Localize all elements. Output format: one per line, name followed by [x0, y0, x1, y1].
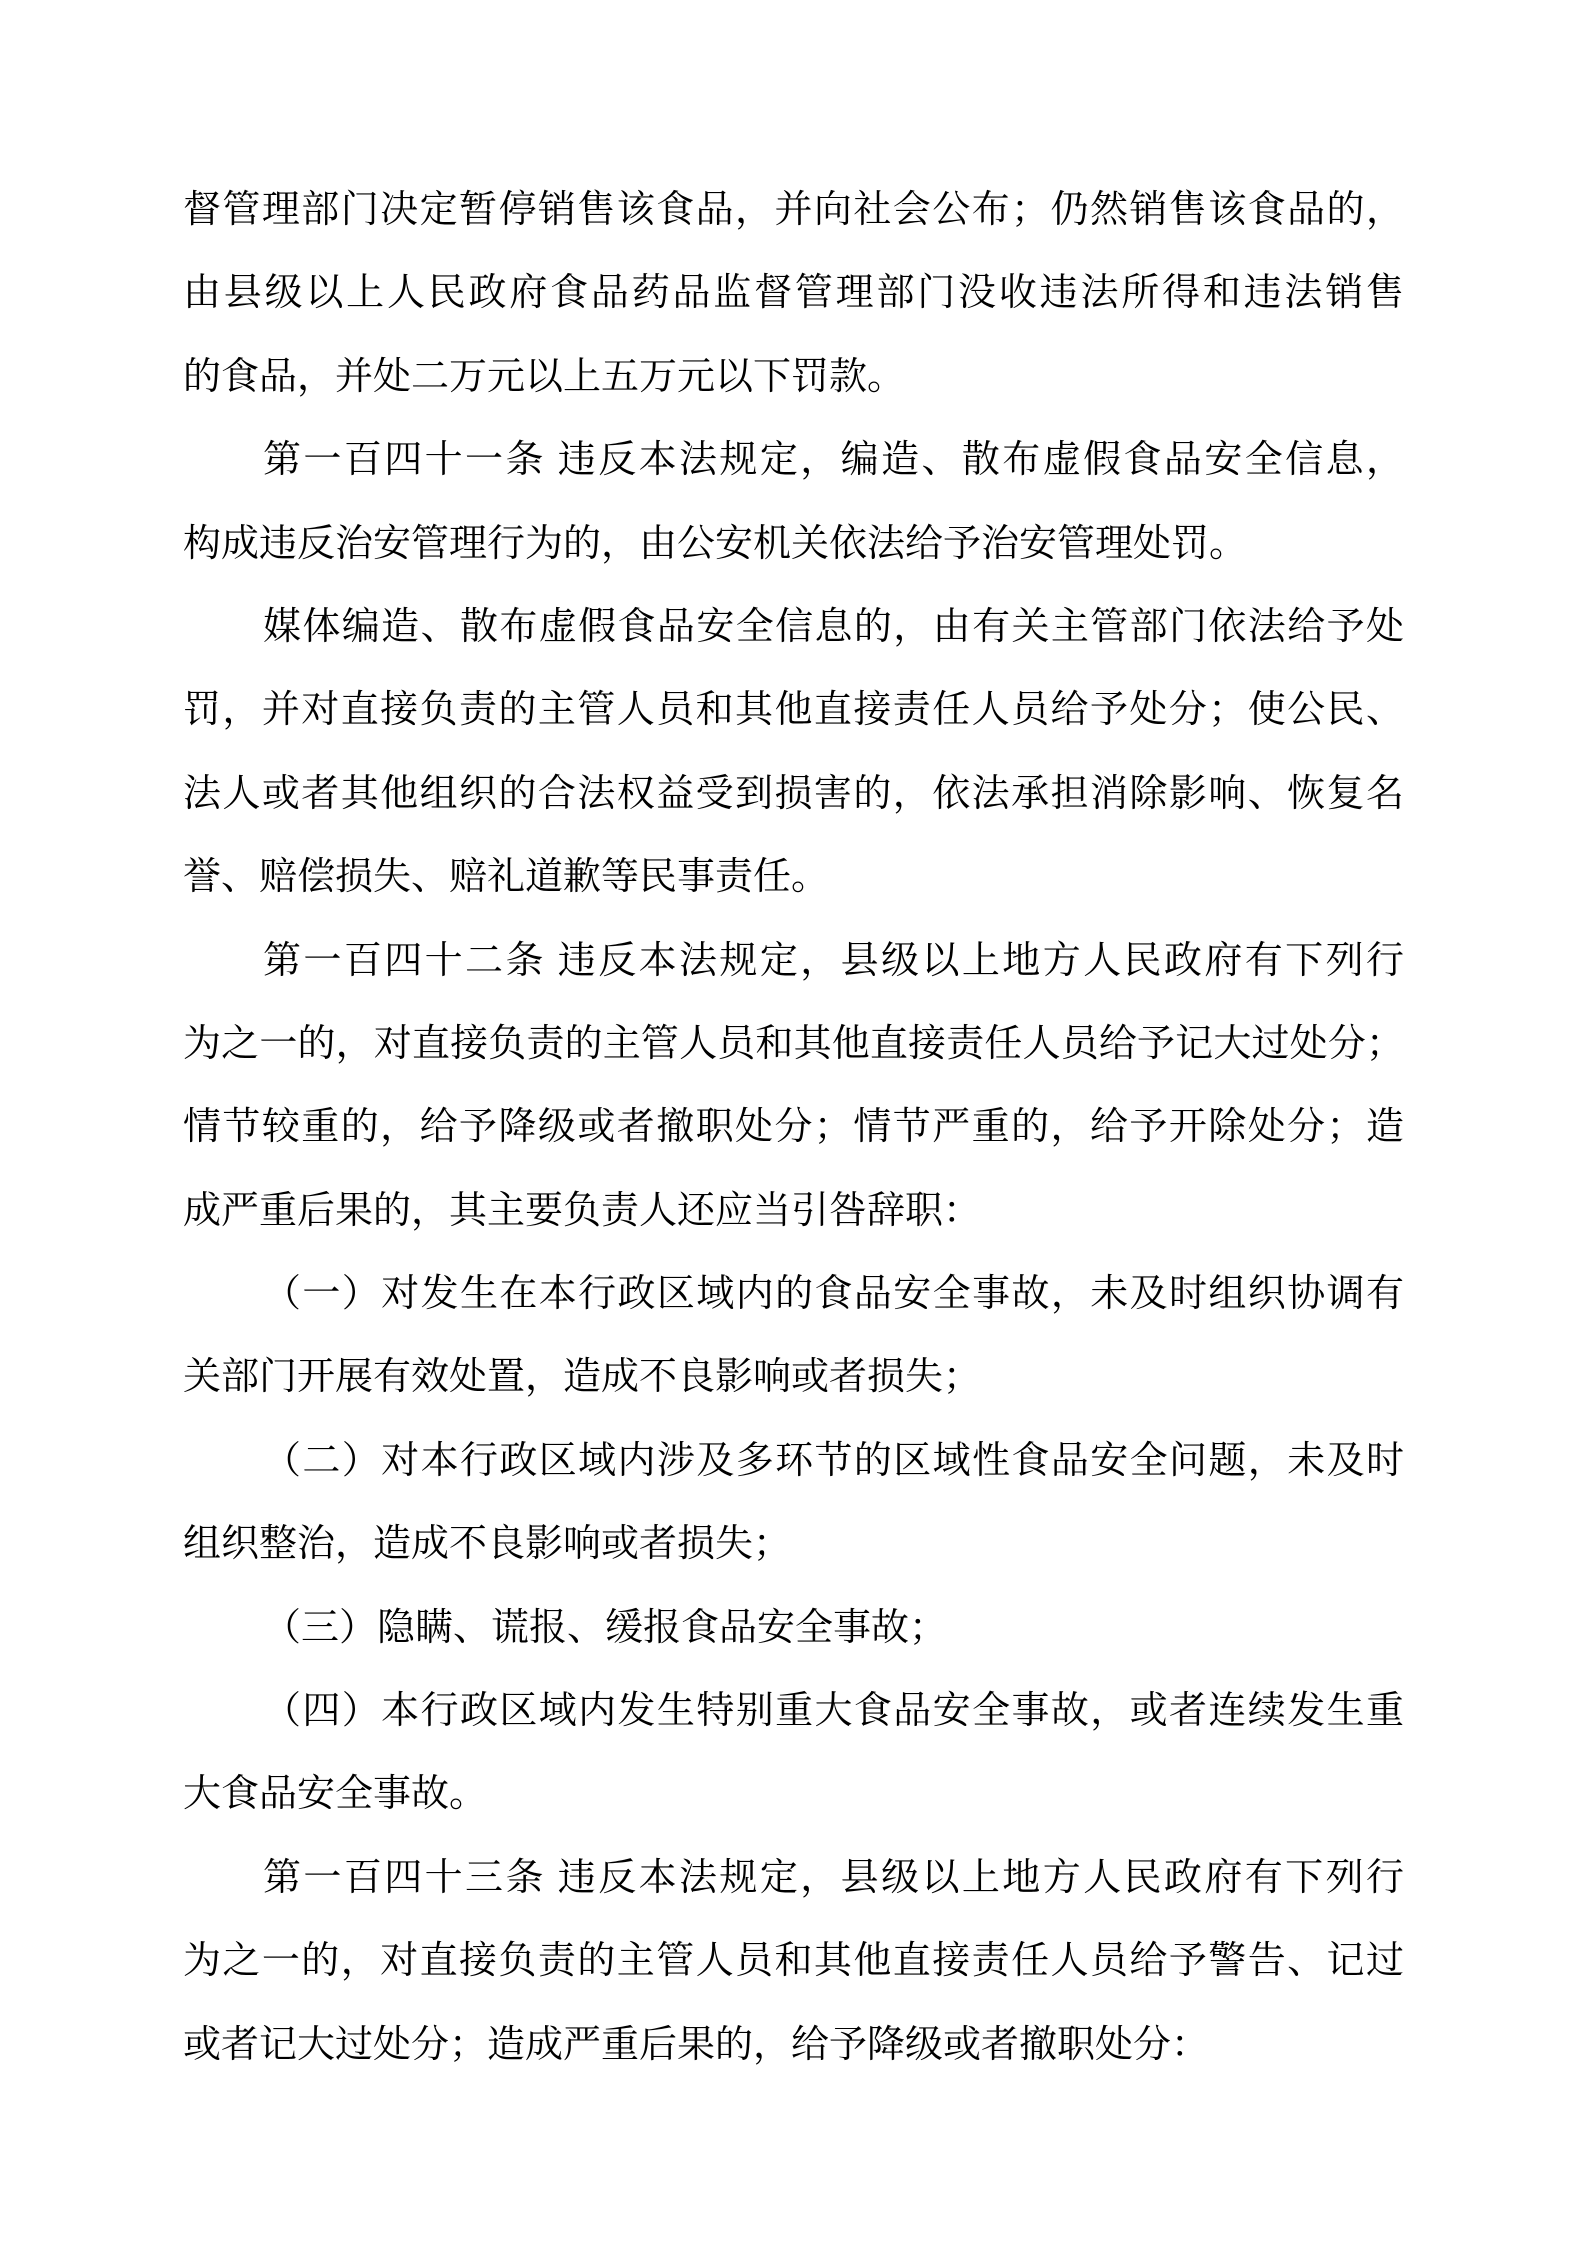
text-line: 罚，并对直接负责的主管人员和其他直接责任人员给予处分；使公民、	[183, 689, 1404, 732]
text-line: （四）本行政区域内发生特别重大食品安全事故，或者连续发生重	[263, 1690, 1404, 1733]
text-line: 媒体编造、散布虚假食品安全信息的，由有关主管部门依法给予处	[263, 605, 1404, 648]
text-line: 组织整治，造成不良影响或者损失；	[183, 1523, 792, 1566]
text-line: 督管理部门决定暂停销售该食品，并向社会公布；仍然销售该食品的，	[183, 189, 1404, 231]
text-line: 情节较重的，给予降级或者撤职处分；情节严重的，给予开除处分；造	[183, 1106, 1404, 1149]
text-line: 第一百四十三条 违反本法规定，县级以上地方人民政府有下列行	[263, 1856, 1404, 1899]
text-line: 由县级以上人民政府食品药品监督管理部门没收违法所得和违法销售	[183, 272, 1404, 315]
document-text-block	[183, 169, 1404, 2087]
text-line: 成严重后果的，其主要负责人还应当引咎辞职：	[183, 1189, 982, 1232]
text-line: 法人或者其他组织的合法权益受到损害的，依法承担消除影响、恢复名	[183, 772, 1404, 815]
text-line: （一）对发生在本行政区域内的食品安全事故，未及时组织协调有	[263, 1273, 1404, 1316]
text-line: 关部门开展有效处置，造成不良影响或者损失；	[183, 1356, 982, 1399]
text-line: （三）隐瞒、谎报、缓报食品安全事故；	[263, 1606, 948, 1649]
text-line: 的食品，并处二万元以上五万元以下罚款。	[183, 355, 906, 398]
text-line: 构成违反治安管理行为的，由公安机关依法给予治安管理处罚。	[183, 522, 1248, 565]
text-line: 第一百四十二条 违反本法规定，县级以上地方人民政府有下列行	[263, 939, 1404, 982]
text-line: （二）对本行政区域内涉及多环节的区域性食品安全问题，未及时	[263, 1439, 1404, 1482]
text-line: 大食品安全事故。	[183, 1773, 488, 1816]
text-line: 为之一的，对直接负责的主管人员和其他直接责任人员给予记大过处分；	[183, 1022, 1404, 1065]
text-line: 誉、赔偿损失、赔礼道歉等民事责任。	[183, 856, 830, 899]
text-line: 或者记大过处分；造成严重后果的，给予降级或者撤职处分：	[183, 2023, 1210, 2066]
text-line: 第一百四十一条 违反本法规定，编造、散布虚假食品安全信息，	[263, 439, 1404, 482]
text-line: 为之一的，对直接负责的主管人员和其他直接责任人员给予警告、记过	[183, 1940, 1404, 1983]
